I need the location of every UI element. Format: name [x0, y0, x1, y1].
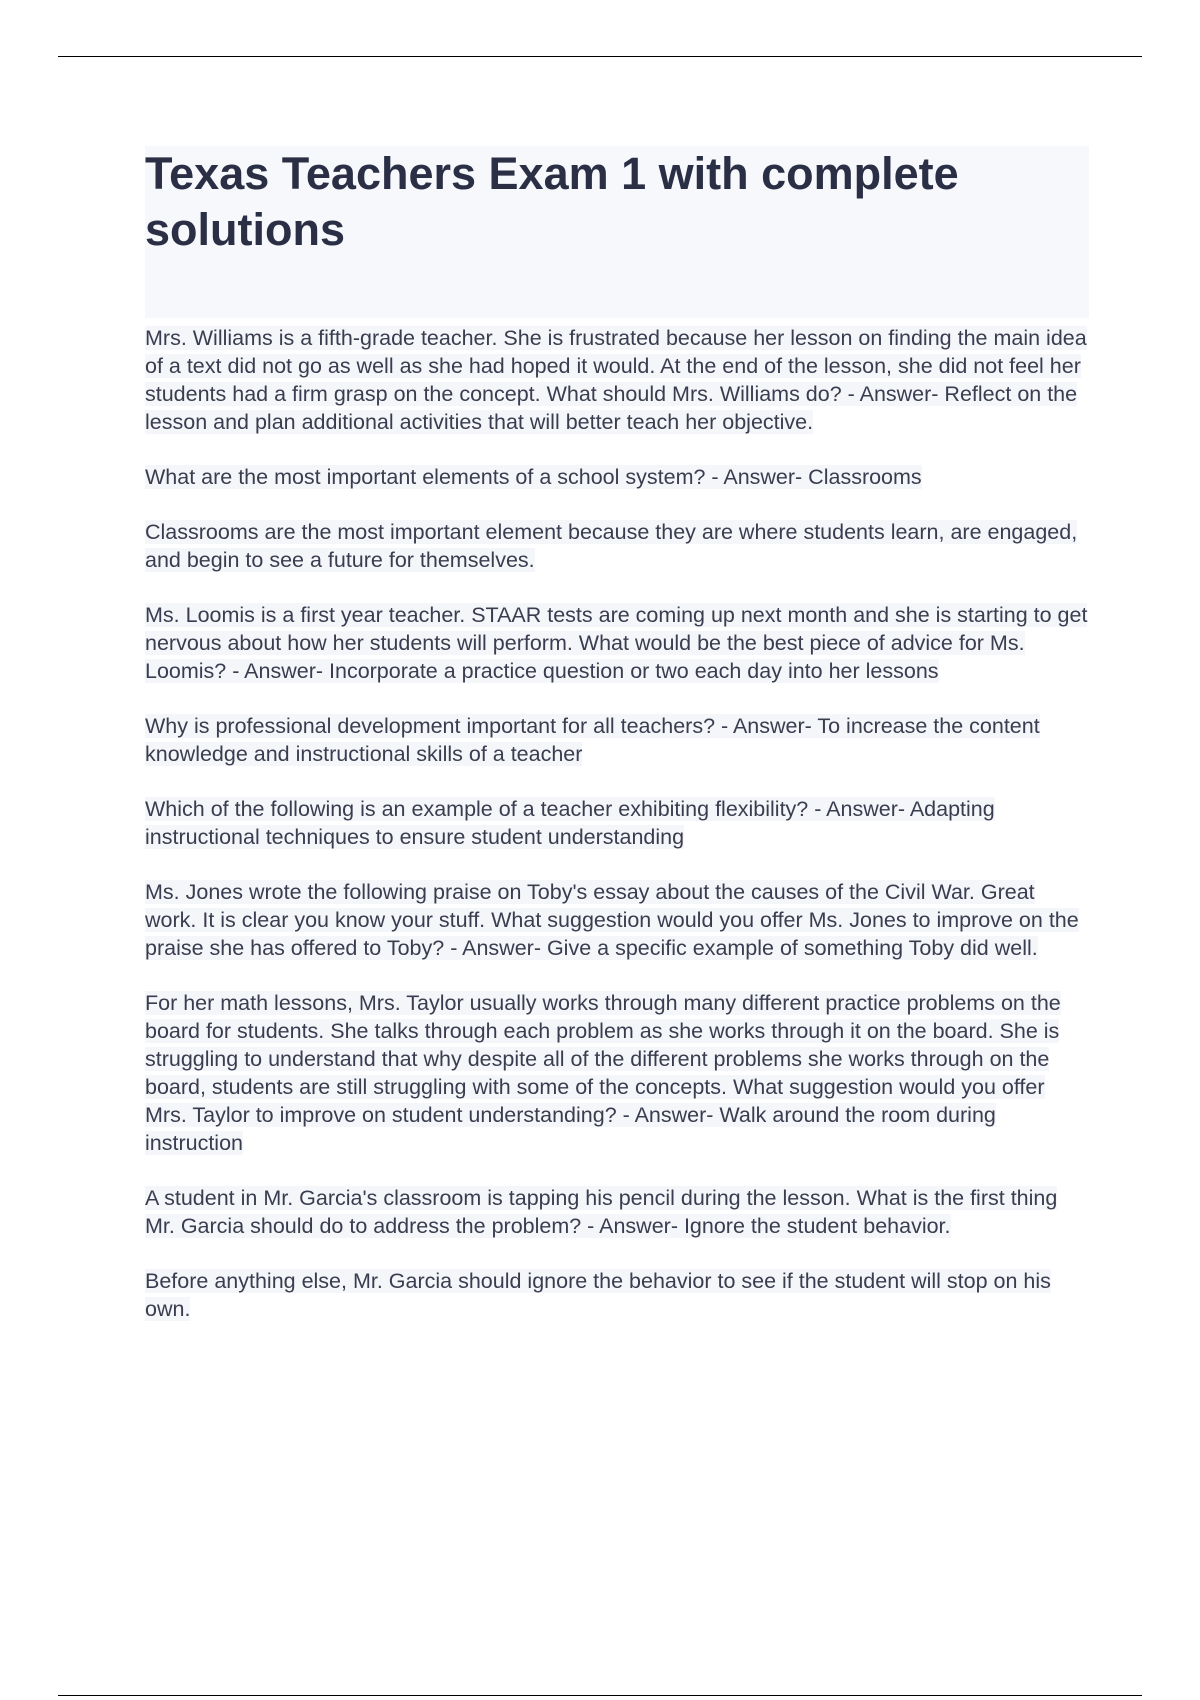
- qa-paragraph-1: [145, 324, 1089, 436]
- qa-paragraph-10: [145, 1267, 1089, 1323]
- title-block: [145, 146, 1089, 318]
- qa-text: A student in Mr. Garcia's classroom is tapping his pencil during the lesson. What is the first thing Mr. Garcia should do to address the problem? - Answer- Ignore the student behavior.: [145, 1186, 1058, 1238]
- document-title: Texas Teachers Exam 1 with complete solutions: [145, 148, 959, 255]
- qa-text: Before anything else, Mr. Garcia should ignore the behavior to see if the student will stop on his own.: [145, 1269, 1051, 1321]
- qa-paragraph-7: [145, 878, 1089, 962]
- qa-paragraph-8: [145, 989, 1089, 1157]
- qa-paragraph-6: [145, 795, 1089, 851]
- qa-paragraph-3: [145, 518, 1089, 574]
- qa-text: Classrooms are the most important element because they are where students learn, are engaged, and begin to see a future for themselves.: [145, 520, 1078, 572]
- qa-text: Ms. Loomis is a first year teacher. STAAR tests are coming up next month and she is starting to get nervous about how her students will perform. What would be the best piece of advice for Ms. Loomis? - Answer- Incorporate a practice question or two each day into her lessons: [145, 603, 1088, 683]
- top-page-rule: [58, 56, 1142, 57]
- qa-text: For her math lessons, Mrs. Taylor usually works through many different practice problems on the board for students. She talks through each problem as she works through it on the board. She is struggling to understand that why despite all of the different problems she works through on the board, students are still struggling with some of the concepts. What suggestion would you offer Mrs. Taylor to improve on student understanding? - Answer- Walk around the room during instruction: [145, 991, 1061, 1155]
- qa-text: Why is professional development important for all teachers? - Answer- To increase the content knowledge and instructional skills of a teacher: [145, 714, 1040, 766]
- qa-text: Which of the following is an example of a teacher exhibiting flexibility? - Answer- Adapting instructional techniques to ensure student understanding: [145, 797, 995, 849]
- qa-text: Ms. Jones wrote the following praise on Toby's essay about the causes of the Civil War. Great work. It is clear you know your stuff. What suggestion would you offer Ms. Jones to improve on the praise she has offered to Toby? - Answer- Give a specific example of something Toby did well.: [145, 880, 1079, 960]
- qa-paragraph-4: [145, 601, 1089, 685]
- qa-paragraph-9: [145, 1184, 1089, 1240]
- bottom-page-rule: [58, 1695, 1142, 1696]
- qa-text: What are the most important elements of a school system? - Answer- Classrooms: [145, 465, 922, 489]
- qa-list: [145, 324, 1089, 1323]
- qa-text: Mrs. Williams is a fifth-grade teacher. She is frustrated because her lesson on finding the main idea of a text did not go as well as she had hoped it would. At the end of the lesson, she did not feel her students had a firm grasp on the concept. What should Mrs. Williams do? - Answer- Reflect on the lesson and plan additional activities that will better teach her objective.: [145, 326, 1087, 434]
- qa-paragraph-2: [145, 463, 1089, 491]
- qa-paragraph-5: [145, 712, 1089, 768]
- document-body: [145, 146, 1089, 1350]
